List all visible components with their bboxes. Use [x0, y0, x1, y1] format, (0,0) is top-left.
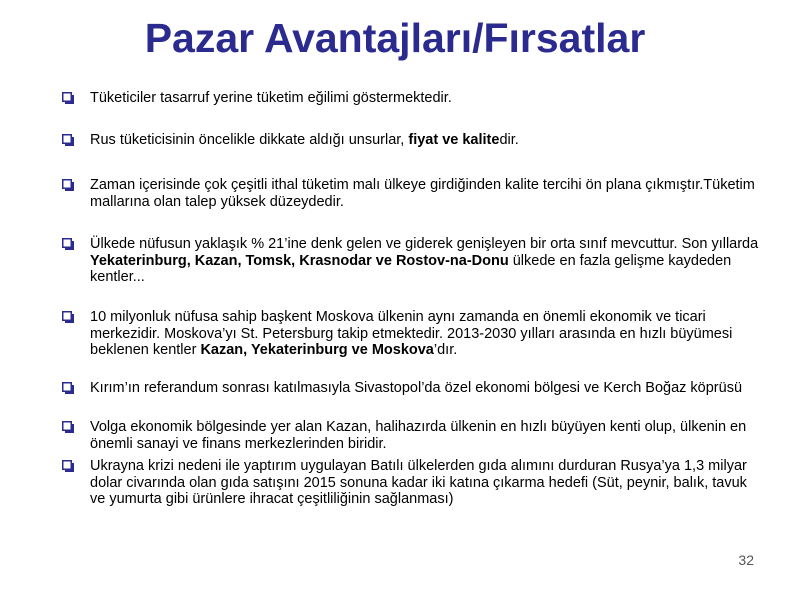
slide-title: Pazar Avantajları/Fırsatlar: [144, 15, 646, 61]
bullet-text: [90, 90, 762, 107]
bullet-item: [62, 419, 762, 452]
bullet-segment: Volga ekonomik bölgesinde yer alan Kazan, halihazırda ülkenin en hızlı büyüyen kenti olup, ülkenin en önemli sanayi ve finans merkezlerinden biridir.: [90, 419, 747, 452]
bullet-bold-segment: fiyat ve kalite: [408, 132, 500, 148]
bullet-item: [62, 458, 762, 508]
hollow-square-bullet-icon: [62, 238, 74, 250]
bullet-segment: ’dır.: [433, 342, 458, 358]
bullet-text: [90, 380, 762, 397]
bullet-text: [90, 132, 762, 149]
bullet-item: [62, 177, 762, 210]
bullet-segment: Ukrayna krizi nedeni ile yaptırım uygulayan Batılı ülkelerden gıda alımını durduran Rusya’ya 1,3 milyar dolar civarında olan gıda satışını 2015 sonuna kadar iki katına çıkarma hedefi (Süt, peynir, balık, tavuk ve yumurta gibi ürünlere ihracat çeşitliliğinin sağlanması): [90, 458, 747, 507]
bullet-text: [90, 309, 762, 359]
bullet-item: [62, 132, 762, 149]
bullet-item: [62, 309, 762, 359]
bullet-segment: Zaman içerisinde çok çeşitli ithal tüketim malı ülkeye girdiğinden kalite tercihi ön plana çıkmıştır.Tüketim mallarına olan talep yüksek düzeydedir.: [90, 177, 755, 210]
hollow-square-bullet-icon: [62, 92, 74, 104]
bullet-segment: 10 milyonluk nüfusa sahip başkent Moskova ülkenin aynı zamanda en önemli ekonomik ve ticari merkezidir. Moskova’yı St. Petersburg takip etmektedir. 2013-2030 yılları arasında en hızlı büyümesi beklenen kentler: [90, 309, 733, 358]
bullet-bold-segment: Kazan, Yekaterinburg ve Moskova: [200, 342, 434, 358]
bullet-bold-segment: Yekaterinburg, Kazan, Tomsk, Krasnodar ve Rostov-na-Donu: [90, 252, 509, 269]
hollow-square-bullet-icon: [62, 382, 74, 394]
bullet-segment: Tüketiciler tasarruf yerine tüketim eğilimi göstermektedir.: [90, 90, 452, 106]
hollow-square-bullet-icon: [62, 134, 74, 146]
hollow-square-bullet-icon: [62, 460, 74, 472]
bullet-text: [90, 458, 762, 508]
bullet-segment: dir.: [499, 132, 519, 148]
bullet-segment: ülkede en fazla gelişme kaydeden kentler...: [90, 252, 732, 285]
hollow-square-bullet-icon: [62, 421, 74, 433]
hollow-square-bullet-icon: [62, 179, 74, 191]
bullet-text: [90, 236, 762, 286]
bullet-segment: Rus tüketicisinin öncelikle dikkate aldığı unsurlar,: [90, 132, 409, 148]
bullet-item: [62, 380, 762, 397]
bullet-segment: Kırım’ın referandum sonrası katılmasıyla Sivastopol’da özel ekonomi bölgesi ve Kerch Boğaz köprüsü: [90, 380, 743, 396]
bullet-text: [90, 177, 762, 210]
hollow-square-bullet-icon: [62, 311, 74, 323]
bullet-text: [90, 419, 762, 452]
bullet-item: [62, 236, 762, 286]
bullet-segment: Ülkede nüfusun yaklaşık % 21’ine denk gelen ve giderek genişleyen bir orta sınıf mevcuttur. Son yıllarda: [90, 236, 759, 252]
bullet-item: [62, 90, 762, 107]
page-number: 32: [738, 552, 754, 568]
